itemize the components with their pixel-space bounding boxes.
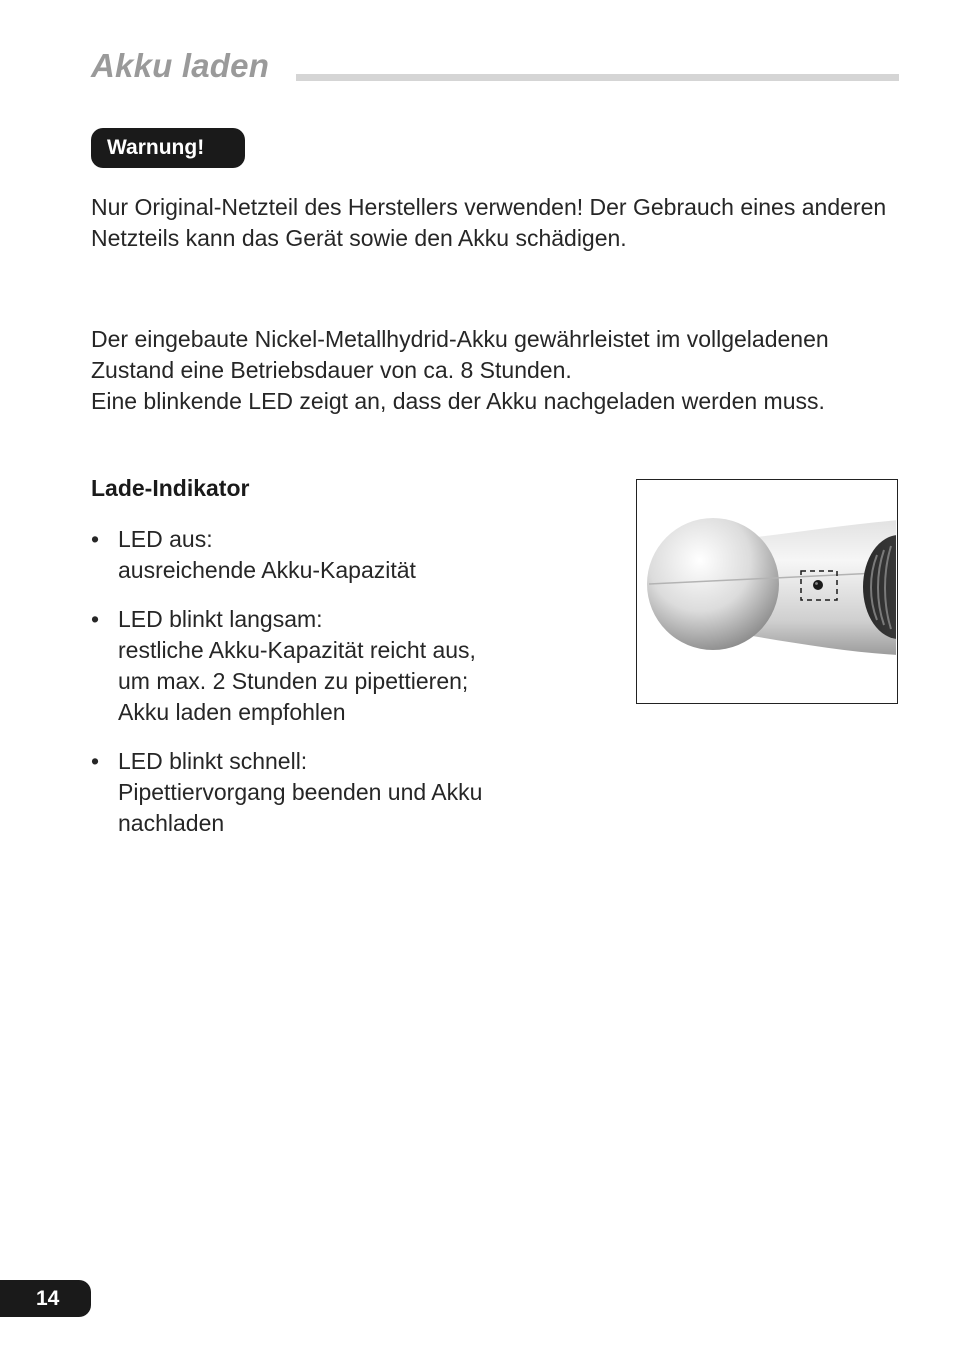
warning-badge: Warnung! (91, 128, 245, 168)
list-item-title: LED blinkt schnell: (118, 748, 308, 774)
list-item-title: LED aus: (118, 526, 213, 552)
intro-line: Der eingebaute Nickel-Metallhydrid-Akku gewährleistet im vollgeladenen (91, 326, 829, 352)
warning-text: Nur Original-Netzteil des Herstellers verwenden! Der Gebrauch eines anderen Netzteils kann das Gerät sowie den Akku schädigen. (91, 194, 887, 251)
list-item-text: Akku laden empfohlen (118, 699, 346, 725)
list-item-text: Pipettiervorgang beenden und Akku (118, 779, 483, 805)
bullet-icon: • (91, 748, 100, 774)
bullet-icon: • (91, 606, 100, 632)
intro-line: Eine blinkende LED zeigt an, dass der Akku nachgeladen werden muss. (91, 388, 825, 414)
device-led-photo (636, 479, 898, 704)
intro-line: Zustand eine Betriebsdauer von ca. 8 Stunden. (91, 357, 572, 383)
list-item-title: LED blinkt langsam: (118, 606, 323, 632)
section-heading: Lade-Indikator (91, 475, 250, 501)
list-item-text: restliche Akku-Kapazität reicht aus, (118, 637, 476, 663)
list-item-text: nachladen (118, 810, 225, 836)
list-item (91, 746, 551, 839)
list-item (91, 604, 551, 728)
bullet-icon: • (91, 526, 100, 552)
page-number: 14 (0, 1280, 91, 1317)
indicator-list (91, 524, 551, 857)
list-item-text: um max. 2 Stunden zu pipettieren; (118, 668, 469, 694)
pipette-handle-illustration (637, 480, 896, 702)
list-item-text: ausreichende Akku-Kapazität (118, 557, 416, 583)
title-rule (296, 74, 899, 81)
intro-paragraph (91, 324, 901, 417)
list-item (91, 524, 551, 586)
page-title: Akku laden (91, 47, 270, 84)
